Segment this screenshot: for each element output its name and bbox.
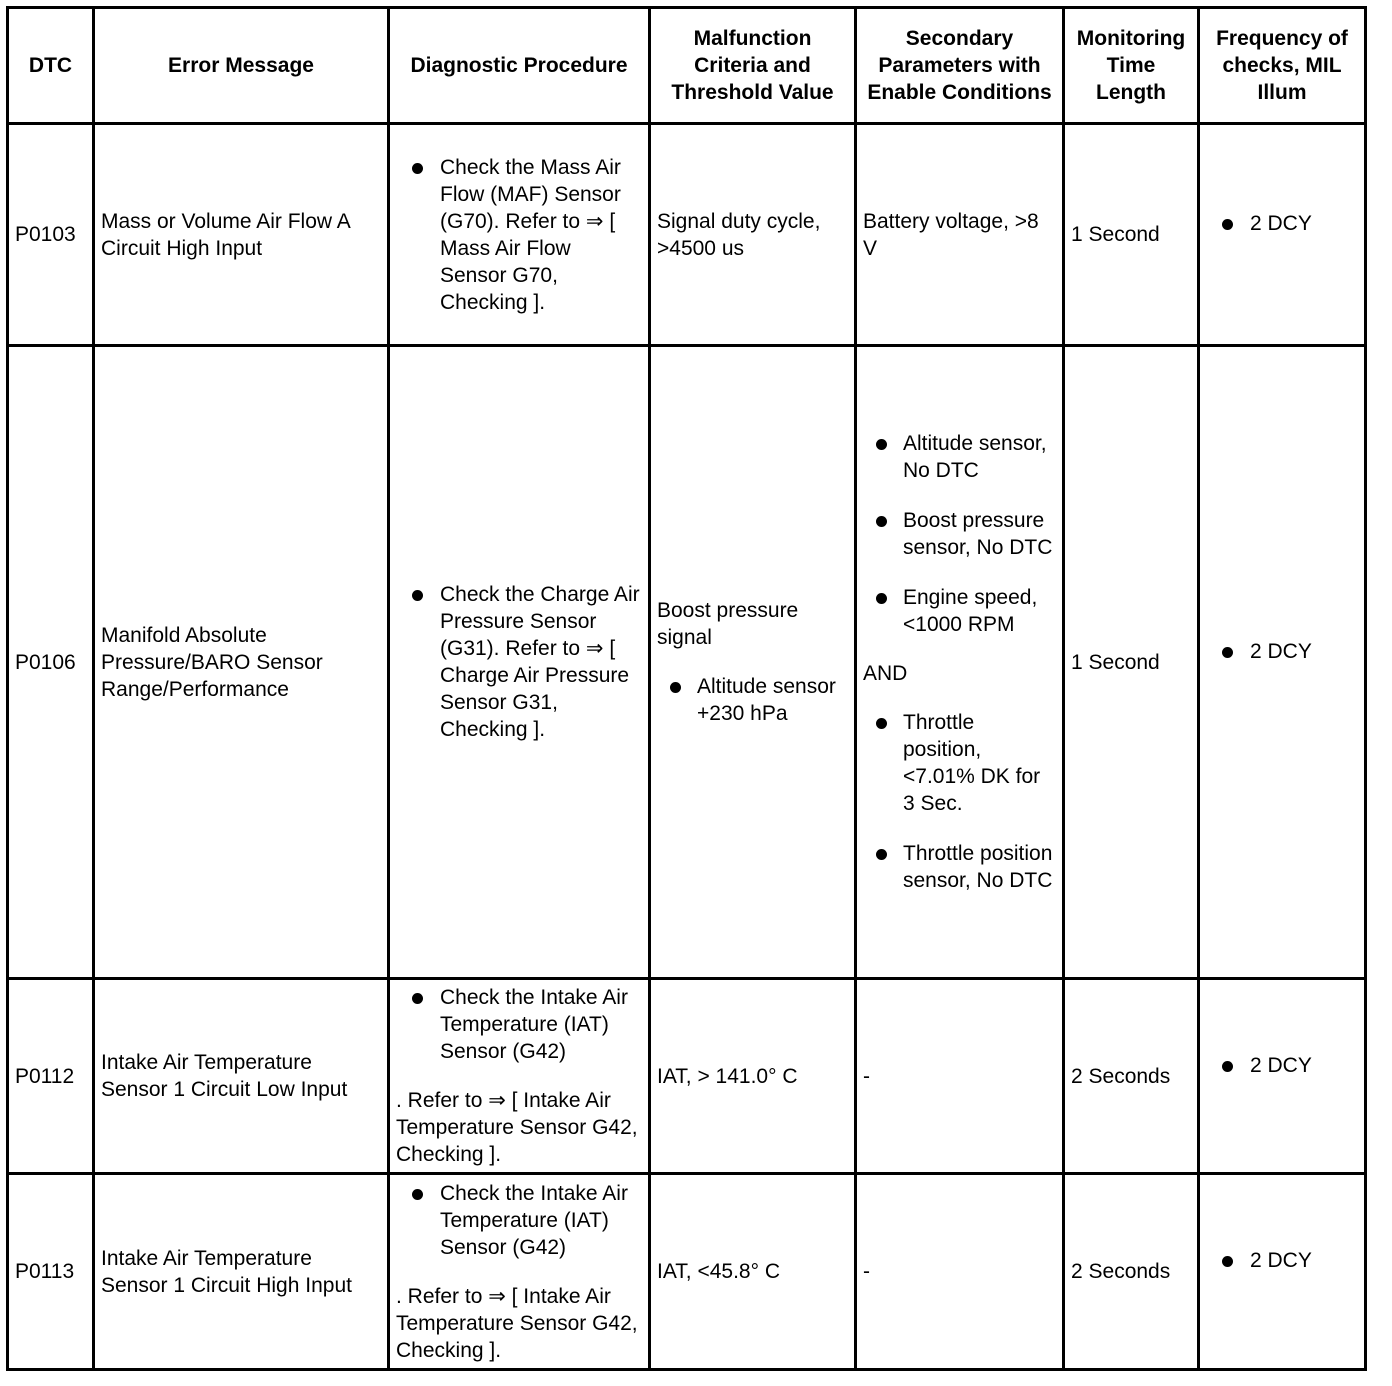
frequency-cell — [1199, 346, 1366, 979]
malfunction-criteria: Signal duty cycle, >4500 us — [650, 124, 856, 346]
frequency-list — [1206, 210, 1358, 237]
list-item — [1206, 210, 1358, 237]
diagnostic-procedure — [389, 124, 650, 346]
error-message: Manifold Absolute Pressure/BARO Sensor Range/Performance — [94, 346, 389, 979]
list-item — [863, 430, 1056, 484]
header-monitoring-time: Monitoring Time Length — [1064, 8, 1199, 124]
error-message: Mass or Volume Air Flow A Circuit High Input — [94, 124, 389, 346]
bullet-icon — [1222, 1256, 1233, 1267]
frequency-value: 2 DCY — [1250, 212, 1312, 235]
table-row — [8, 346, 1366, 979]
malfunction-criteria: IAT, > 141.0° C — [650, 979, 856, 1174]
secondary-parameters: - — [856, 1174, 1064, 1370]
frequency-list — [1206, 1052, 1358, 1079]
criteria-list — [657, 673, 848, 727]
diagnostic-procedure — [389, 346, 650, 979]
procedure-list — [396, 154, 642, 316]
procedure-list — [396, 1180, 642, 1261]
header-malfunction-criteria: Malfunction Criteria and Threshold Value — [650, 8, 856, 124]
malfunction-criteria: IAT, <45.8° C — [650, 1174, 856, 1370]
frequency-cell — [1199, 1174, 1366, 1370]
list-item — [396, 1180, 642, 1261]
procedure-step: Check the Intake Air Temperature (IAT) Sensor (G42) — [440, 986, 628, 1063]
frequency-value: 2 DCY — [1250, 1053, 1312, 1077]
bullet-icon — [1222, 219, 1233, 230]
header-error-message: Error Message — [94, 8, 389, 124]
monitoring-time: 2 Seconds — [1064, 979, 1199, 1174]
error-message: Intake Air Temperature Sensor 1 Circuit High Input — [94, 1174, 389, 1370]
procedure-list — [396, 581, 642, 743]
criteria-text: Boost pressure signal — [657, 599, 799, 649]
secondary-item: Throttle position, <7.01% DK for 3 Sec. — [903, 711, 1041, 815]
bullet-icon — [876, 849, 887, 860]
table-row — [8, 1174, 1366, 1370]
frequency-cell — [1199, 124, 1366, 346]
monitoring-time: 2 Seconds — [1064, 1174, 1199, 1370]
header-frequency: Frequency of checks, MIL Illum — [1199, 8, 1366, 124]
bullet-icon — [1222, 647, 1233, 658]
secondary-item: Boost pressure sensor, No DTC — [903, 509, 1053, 559]
header-diagnostic-procedure: Diagnostic Procedure — [389, 8, 650, 124]
secondary-parameters: Battery voltage, >8 V — [856, 124, 1064, 346]
procedure-step: Check the Intake Air Temperature (IAT) Sensor (G42) — [440, 1181, 628, 1259]
bullet-icon — [412, 163, 423, 174]
bullet-icon — [412, 1189, 423, 1200]
dtc-code: P0106 — [8, 346, 94, 979]
malfunction-criteria — [650, 346, 856, 979]
list-item — [863, 709, 1056, 817]
procedure-list — [396, 984, 642, 1065]
list-item — [396, 984, 642, 1065]
criteria-item: Altitude sensor +230 hPa — [697, 675, 836, 725]
list-item — [396, 154, 642, 316]
bullet-icon — [876, 718, 887, 729]
error-message: Intake Air Temperature Sensor 1 Circuit Low Input — [94, 979, 389, 1174]
diagnostic-procedure — [389, 1174, 650, 1370]
list-item — [396, 581, 642, 743]
frequency-value: 2 DCY — [1250, 1249, 1312, 1272]
diagnostic-procedure — [389, 979, 650, 1174]
monitoring-time: 1 Second — [1064, 124, 1199, 346]
secondary-item: Altitude sensor, No DTC — [903, 432, 1047, 482]
list-item — [863, 507, 1056, 561]
secondary-list — [863, 709, 1056, 894]
table-row — [8, 124, 1366, 346]
procedure-text: . Refer to ⇒ [ Intake Air Temperature Sensor G42, Checking ]. — [396, 1284, 638, 1362]
secondary-parameters: - — [856, 979, 1064, 1174]
list-item — [1206, 638, 1358, 665]
procedure-step: Check the Charge Air Pressure Sensor (G31). Refer to ⇒ [ Charge Air Pressure Sensor G31, Checking ]. — [440, 583, 640, 741]
dtc-code: P0113 — [8, 1174, 94, 1370]
secondary-parameters — [856, 346, 1064, 979]
header-dtc: DTC — [8, 8, 94, 124]
procedure-step: Check the Mass Air Flow (MAF) Sensor (G70). Refer to ⇒ [ Mass Air Flow Sensor G70, Checking ]. — [440, 155, 621, 314]
bullet-icon — [876, 516, 887, 527]
dtc-code: P0112 — [8, 979, 94, 1174]
bullet-icon — [412, 993, 423, 1004]
bullet-icon — [1222, 1061, 1233, 1072]
table-row — [8, 979, 1366, 1174]
secondary-connector: AND — [863, 662, 908, 685]
secondary-item: Engine speed, <1000 RPM — [903, 586, 1038, 636]
procedure-text: . Refer to ⇒ [ Intake Air Temperature Sensor G42, Checking ]. — [396, 1089, 638, 1166]
list-item — [863, 840, 1056, 894]
secondary-list — [863, 430, 1056, 638]
frequency-list — [1206, 638, 1358, 665]
list-item — [1206, 1052, 1358, 1079]
frequency-cell — [1199, 979, 1366, 1174]
list-item — [863, 584, 1056, 638]
dtc-code: P0103 — [8, 124, 94, 346]
secondary-item: Throttle position sensor, No DTC — [903, 842, 1053, 892]
bullet-icon — [876, 439, 887, 450]
frequency-value: 2 DCY — [1250, 639, 1312, 663]
header-row — [8, 8, 1366, 124]
dtc-table — [6, 6, 1367, 1371]
frequency-list — [1206, 1247, 1358, 1274]
list-item — [1206, 1247, 1358, 1274]
monitoring-time: 1 Second — [1064, 346, 1199, 979]
bullet-icon — [876, 593, 887, 604]
list-item — [657, 673, 848, 727]
bullet-icon — [670, 682, 681, 693]
bullet-icon — [412, 590, 423, 601]
header-secondary-parameters: Secondary Parameters with Enable Conditions — [856, 8, 1064, 124]
